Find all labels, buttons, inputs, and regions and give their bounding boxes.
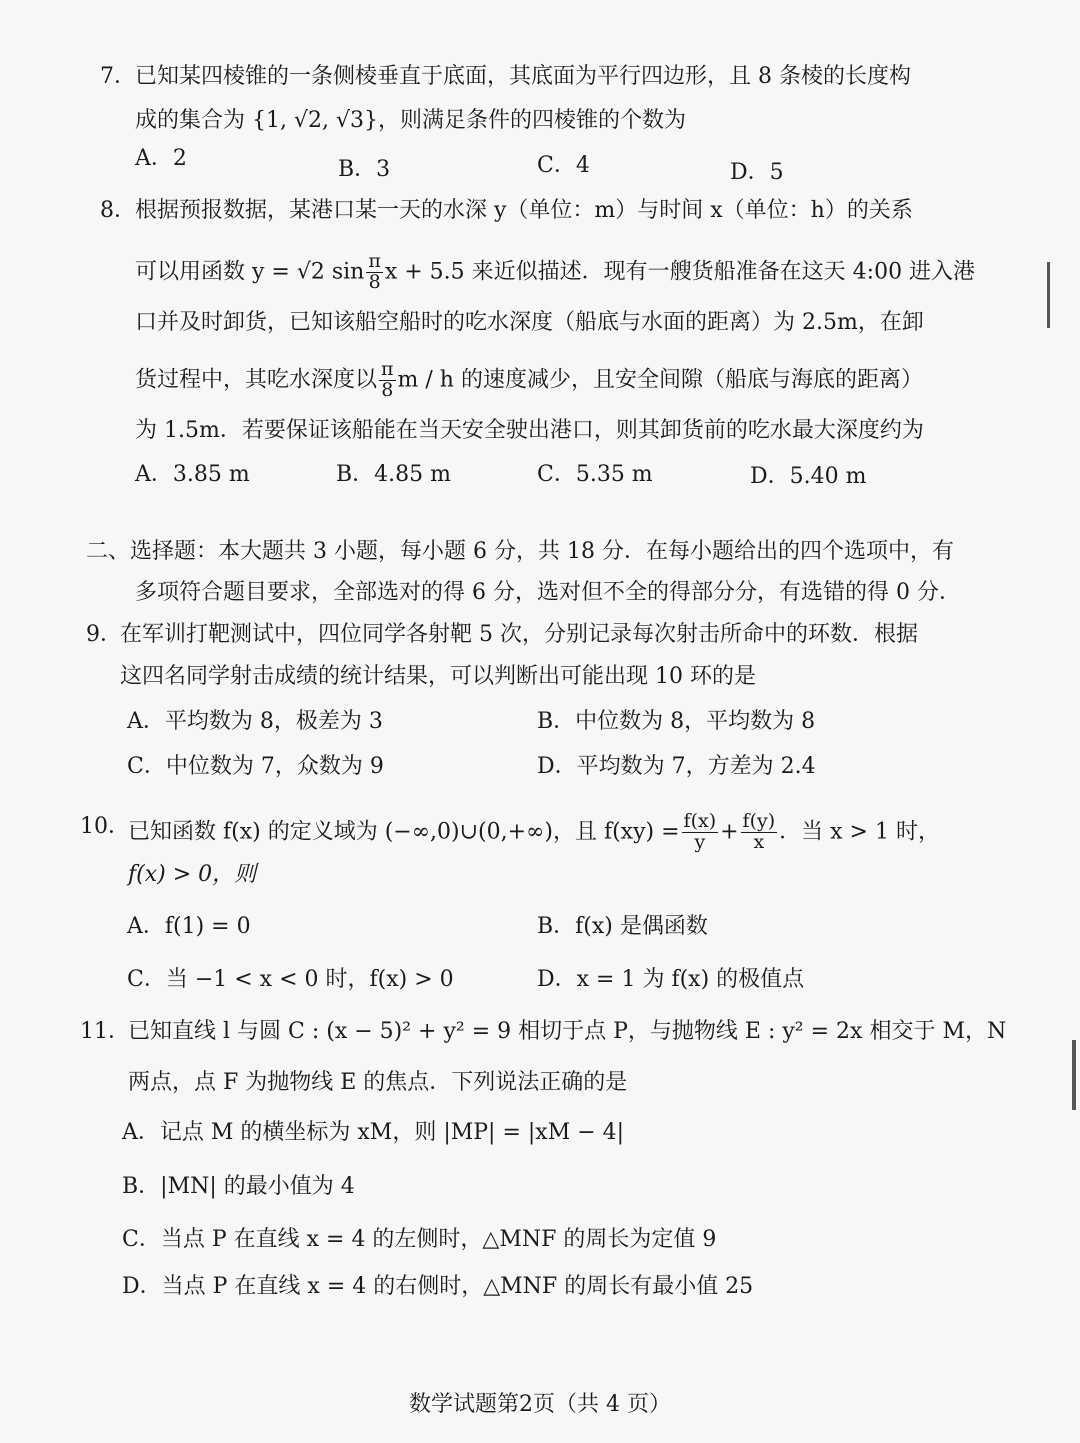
q10-frac1-numerator: f(x) xyxy=(683,810,717,832)
q10-line1-start: 已知函数 f(x) 的定义域为 (−∞,0)∪(0,+∞)，且 f(xy) = xyxy=(128,819,680,845)
q8-option-a: A．3.85 m xyxy=(135,462,250,487)
q11-option-a: A．记点 M 的横坐标为 xM，则 |MP| = |xM − 4| xyxy=(122,1120,625,1145)
q8-option-d: D．5.40 m xyxy=(750,464,867,489)
q9-text-line2: 这四名同学射击成绩的统计结果，可以判断出可能出现 10 环的是 xyxy=(120,664,756,689)
q9-number: 9． xyxy=(86,622,122,647)
q9-option-c: C．中位数为 7，众数为 9 xyxy=(127,754,384,779)
q8-rate-fraction xyxy=(379,360,396,401)
q8-frac-denominator: 8 xyxy=(368,270,381,293)
q8-text-line5: 为 1.5m．若要保证该船能在当天安全驶出港口，则其卸货前的吃水最大深度约为 xyxy=(135,418,924,443)
q10-option-b: B．f(x) 是偶函数 xyxy=(537,914,708,939)
q10-frac1-denominator: y xyxy=(694,830,706,853)
q7-option-b: B．3 xyxy=(338,157,391,182)
q8-line4-end: m / h 的速度减少，且安全间隙（船底与海底的距离） xyxy=(397,367,923,393)
q8-option-b: B．4.85 m xyxy=(336,462,452,487)
q8-line4-start: 货过程中，其吃水深度以 xyxy=(135,367,378,393)
q10-frac2-denominator: x xyxy=(753,830,765,853)
q7-text-line1: 已知某四棱锥的一条侧棱垂直于底面，其底面为平行四边形，且 8 条棱的长度构 xyxy=(135,64,911,89)
q7-option-d: D．5 xyxy=(730,160,784,185)
q8-number: 8． xyxy=(100,198,136,223)
q10-text-line2: f(x) > 0，则 xyxy=(128,862,257,887)
q8-line2-start: 可以用函数 y = √2 sin xyxy=(135,259,365,285)
q7-number: 7． xyxy=(100,64,136,89)
q7-option-c: C．4 xyxy=(537,153,590,178)
scan-edge-mark xyxy=(1047,262,1050,328)
q11-number: 11． xyxy=(80,1019,130,1044)
q8-pi-over-8-fraction xyxy=(366,252,383,293)
q8-rate-denominator: 8 xyxy=(381,378,394,401)
q11-option-c: C．当点 P 在直线 x = 4 的左侧时，△MNF 的周长为定值 9 xyxy=(122,1227,717,1252)
q10-number: 10． xyxy=(80,814,130,839)
q10-fraction-fy-over-x xyxy=(741,812,778,853)
q10-option-c: C．当 −1 < x < 0 时，f(x) > 0 xyxy=(127,967,454,992)
q7-option-a: A．2 xyxy=(135,146,187,171)
q10-line1-end: ．当 x > 1 时， xyxy=(779,819,940,845)
q10-text-line1 xyxy=(128,812,940,853)
q10-fraction-fx-over-y xyxy=(682,812,719,853)
q8-frac-numerator: π xyxy=(368,250,381,272)
q9-option-d: D．平均数为 7，方差为 2.4 xyxy=(537,754,816,779)
q8-text-line3: 口并及时卸货，已知该船空船时的吃水深度（船底与水面的距离）为 2.5m，在卸 xyxy=(135,310,924,335)
q11-option-d: D．当点 P 在直线 x = 4 的右侧时，△MNF 的周长有最小值 25 xyxy=(122,1274,754,1299)
section2-heading-line1: 二、选择题：本大题共 3 小题，每小题 6 分，共 18 分．在每小题给出的四个选项中，有 xyxy=(86,539,954,564)
q8-line2-end: x + 5.5 来近似描述．现有一艘货船准备在这天 4:00 进入港 xyxy=(384,259,976,285)
q10-plus-sign: + xyxy=(720,819,739,845)
q11-text-line2: 两点，点 F 为抛物线 E 的焦点．下列说法正确的是 xyxy=(128,1070,628,1095)
q10-option-d: D．x = 1 为 f(x) 的极值点 xyxy=(537,967,805,992)
q8-text-line4 xyxy=(135,360,923,401)
q10-frac2-numerator: f(y) xyxy=(742,810,776,832)
q9-option-b: B．中位数为 8，平均数为 8 xyxy=(537,709,816,734)
scan-edge-mark xyxy=(1072,1040,1076,1110)
q9-text-line1: 在军训打靶测试中，四位同学各射靶 5 次，分别记录每次射击所命中的环数．根据 xyxy=(120,622,918,647)
q7-text-line2: 成的集合为 {1, √2, √3}，则满足条件的四棱锥的个数为 xyxy=(135,108,686,133)
q8-rate-numerator: π xyxy=(381,358,394,380)
q8-text-line1: 根据预报数据，某港口某一天的水深 y（单位：m）与时间 x（单位：h）的关系 xyxy=(135,198,913,223)
section2-heading-line2: 多项符合题目要求，全部选对的得 6 分，选对但不全的得部分分，有选错的得 0 分． xyxy=(135,580,961,605)
q8-text-line2 xyxy=(135,252,975,293)
q10-option-a: A．f(1) = 0 xyxy=(127,914,251,939)
q8-option-c: C．5.35 m xyxy=(537,462,653,487)
q11-option-b: B．|MN| 的最小值为 4 xyxy=(122,1174,355,1199)
q11-text-line1: 已知直线 l 与圆 C : (x − 5)² + y² = 9 相切于点 P，与抛物线 E : y² = 2x 相交于 M，N xyxy=(128,1019,1007,1044)
q9-option-a: A．平均数为 8，极差为 3 xyxy=(127,709,383,734)
page-footer: 数学试题第2页（共 4 页） xyxy=(409,1392,671,1417)
